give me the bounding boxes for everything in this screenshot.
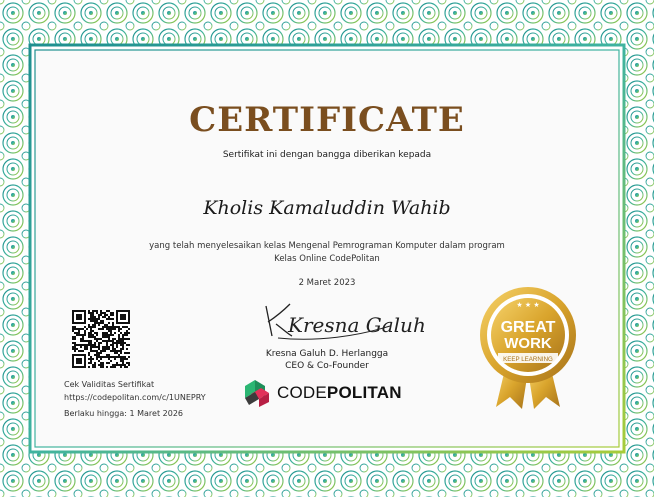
badge-ribbon-text: KEEP LEARNING bbox=[503, 356, 553, 363]
signature bbox=[258, 296, 426, 346]
codepolitan-wordmark: CODEPOLITAN bbox=[277, 383, 402, 402]
svg-text:★ ★ ★: ★ ★ ★ bbox=[516, 301, 540, 309]
codepolitan-logo-icon bbox=[243, 378, 271, 408]
valid-until: Berlaku hingga: 1 Maret 2026 bbox=[64, 409, 183, 418]
badge-line1: GREAT bbox=[500, 319, 556, 336]
recipient-name: Kholis Kamaluddin Wahib bbox=[203, 197, 451, 219]
verification-info bbox=[64, 378, 206, 404]
signature-text: Kresna Galuh bbox=[288, 313, 426, 337]
codepolitan-logo bbox=[243, 378, 402, 408]
verification-label: Cek Validitas Sertifikat bbox=[64, 380, 155, 389]
qr-code bbox=[72, 310, 130, 368]
course-description: yang telah menyelesaikan kelas Mengenal Pemrograman Komputer dalam program Kelas Online CodePolitan bbox=[149, 241, 505, 264]
signer-name: Kresna Galuh D. Herlangga bbox=[265, 349, 389, 359]
great-work-badge bbox=[478, 285, 578, 410]
verification-url[interactable]: https://codepolitan.com/c/1UNEPRY bbox=[64, 393, 206, 402]
certificate-subtitle: Sertifikat ini dengan bangga diberikan kepada bbox=[222, 150, 432, 160]
signer-role: CEO & Co-Founder bbox=[285, 361, 369, 371]
issue-date: 2 Maret 2023 bbox=[298, 278, 356, 288]
signer-block bbox=[225, 348, 429, 372]
badge-line2: WORK bbox=[504, 335, 552, 352]
certificate-title: CERTIFICATE bbox=[189, 100, 465, 140]
